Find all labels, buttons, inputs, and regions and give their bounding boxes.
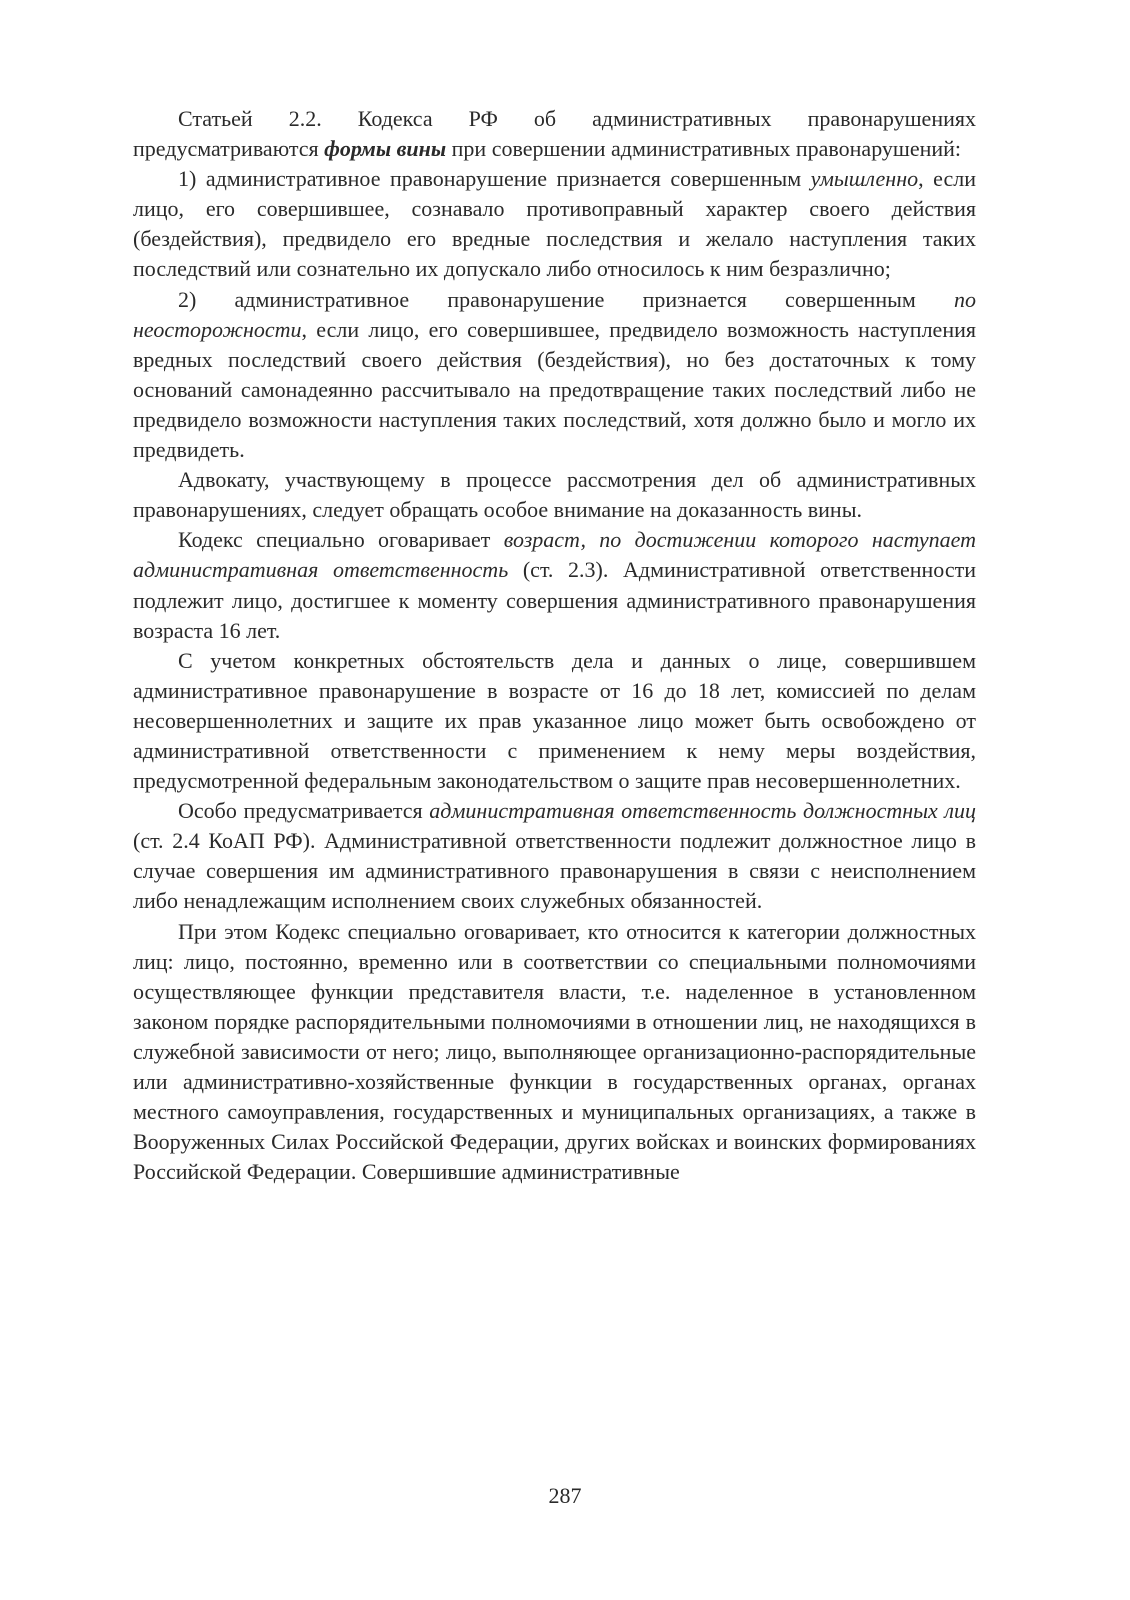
text-segment: При этом Кодекс специально оговаривает, кто относится к категории должностных лиц: лицо, постоянно, временно или в соответствии со специальными полномочиями осуществляющее функции представителя власти, т.е. наделенное в установленном законом порядке распорядительными полномочиями в отношении лиц, не находящихся в служебной зависимости от него; лицо, выполняющее организационно-распорядительные или административно-хозяйственные функции в государственных органах, органах местного самоуправления, государственных и муниципальных организациях, а также в Вооруженных Силах Российской Федерации, других войсках и воинских формированиях Российской Федерации. Совершившие административные bbox=[133, 918, 976, 1185]
paragraph bbox=[133, 104, 976, 164]
text-segment: Статьей 2.2. Кодекса РФ об административных правонарушениях предусматриваются bbox=[133, 106, 976, 162]
text-segment: (ст. 2.4 КоАП РФ). Административной ответственности подлежит должностное лицо в случае совершения им административного правонарушения в связи с неисполнением либо ненадлежащим исполнением своих служебных обязанностей. bbox=[133, 828, 976, 914]
text-segment: при совершении административных правонарушений: bbox=[446, 136, 962, 162]
paragraph bbox=[133, 796, 976, 916]
paragraph bbox=[133, 646, 976, 796]
paragraph bbox=[133, 465, 976, 525]
text-segment: , если лицо, его совершившее, сознавало противоправный характер своего действия (бездействия), предвидело его вредные последствия и желало наступления таких последствий или сознательно их допускало либо относилось к ним безразлично; bbox=[133, 166, 976, 282]
italic-text: умышленно bbox=[810, 166, 919, 192]
emphasis-wrapper bbox=[324, 136, 446, 161]
paragraph bbox=[133, 917, 976, 1188]
text-segment: Особо предусматривается bbox=[178, 798, 430, 824]
text-segment: Кодекс специально оговаривает bbox=[178, 527, 504, 553]
italic-text: по неосторожности bbox=[133, 286, 976, 342]
text-segment: Адвокату, участвующему в процессе рассмотрения дел об административных правонарушениях, следует обращать особое внимание на доказанность вины. bbox=[133, 467, 976, 523]
document-body bbox=[133, 104, 976, 1187]
text-segment: (ст. 2.3). Административной ответственности подлежит лицо, достигшее к моменту совершения административного правонарушения возраста 16 лет. bbox=[133, 557, 977, 643]
italic-text: возраст, по достижении которого наступает административная ответственность bbox=[133, 527, 976, 583]
text-segment: 1) административное правонарушение признается совершенным bbox=[178, 166, 811, 192]
text-segment: 2) административное правонарушение признается совершенным bbox=[178, 286, 954, 312]
italic-text: административная ответственность должностных лиц bbox=[429, 798, 976, 824]
emphasis-text: формы вины bbox=[324, 136, 447, 162]
text-segment: , если лицо, его совершившее, предвидело возможность наступления вредных последствий своего действия (бездействия), но без достаточных к тому оснований самонадеянно рассчитывало на предотвращение таких последствий либо не предвидело возможности наступления таких последствий, хотя должно было и могло их предвидеть. bbox=[133, 316, 976, 463]
text-segment: С учетом конкретных обстоятельств дела и данных о лице, совершившем административное правонарушение в возрасте от 16 до 18 лет, комиссией по делам несовершеннолетних и защите их прав указанное лицо может быть освобождено от административной ответственности с применением к нему меры воздействия, предусмотренной федеральным законодательством о защите прав несовершеннолетних. bbox=[133, 647, 976, 794]
paragraph bbox=[133, 285, 976, 466]
paragraph bbox=[133, 164, 976, 284]
page-number: 287 bbox=[548, 1483, 582, 1508]
paragraph bbox=[133, 525, 976, 645]
